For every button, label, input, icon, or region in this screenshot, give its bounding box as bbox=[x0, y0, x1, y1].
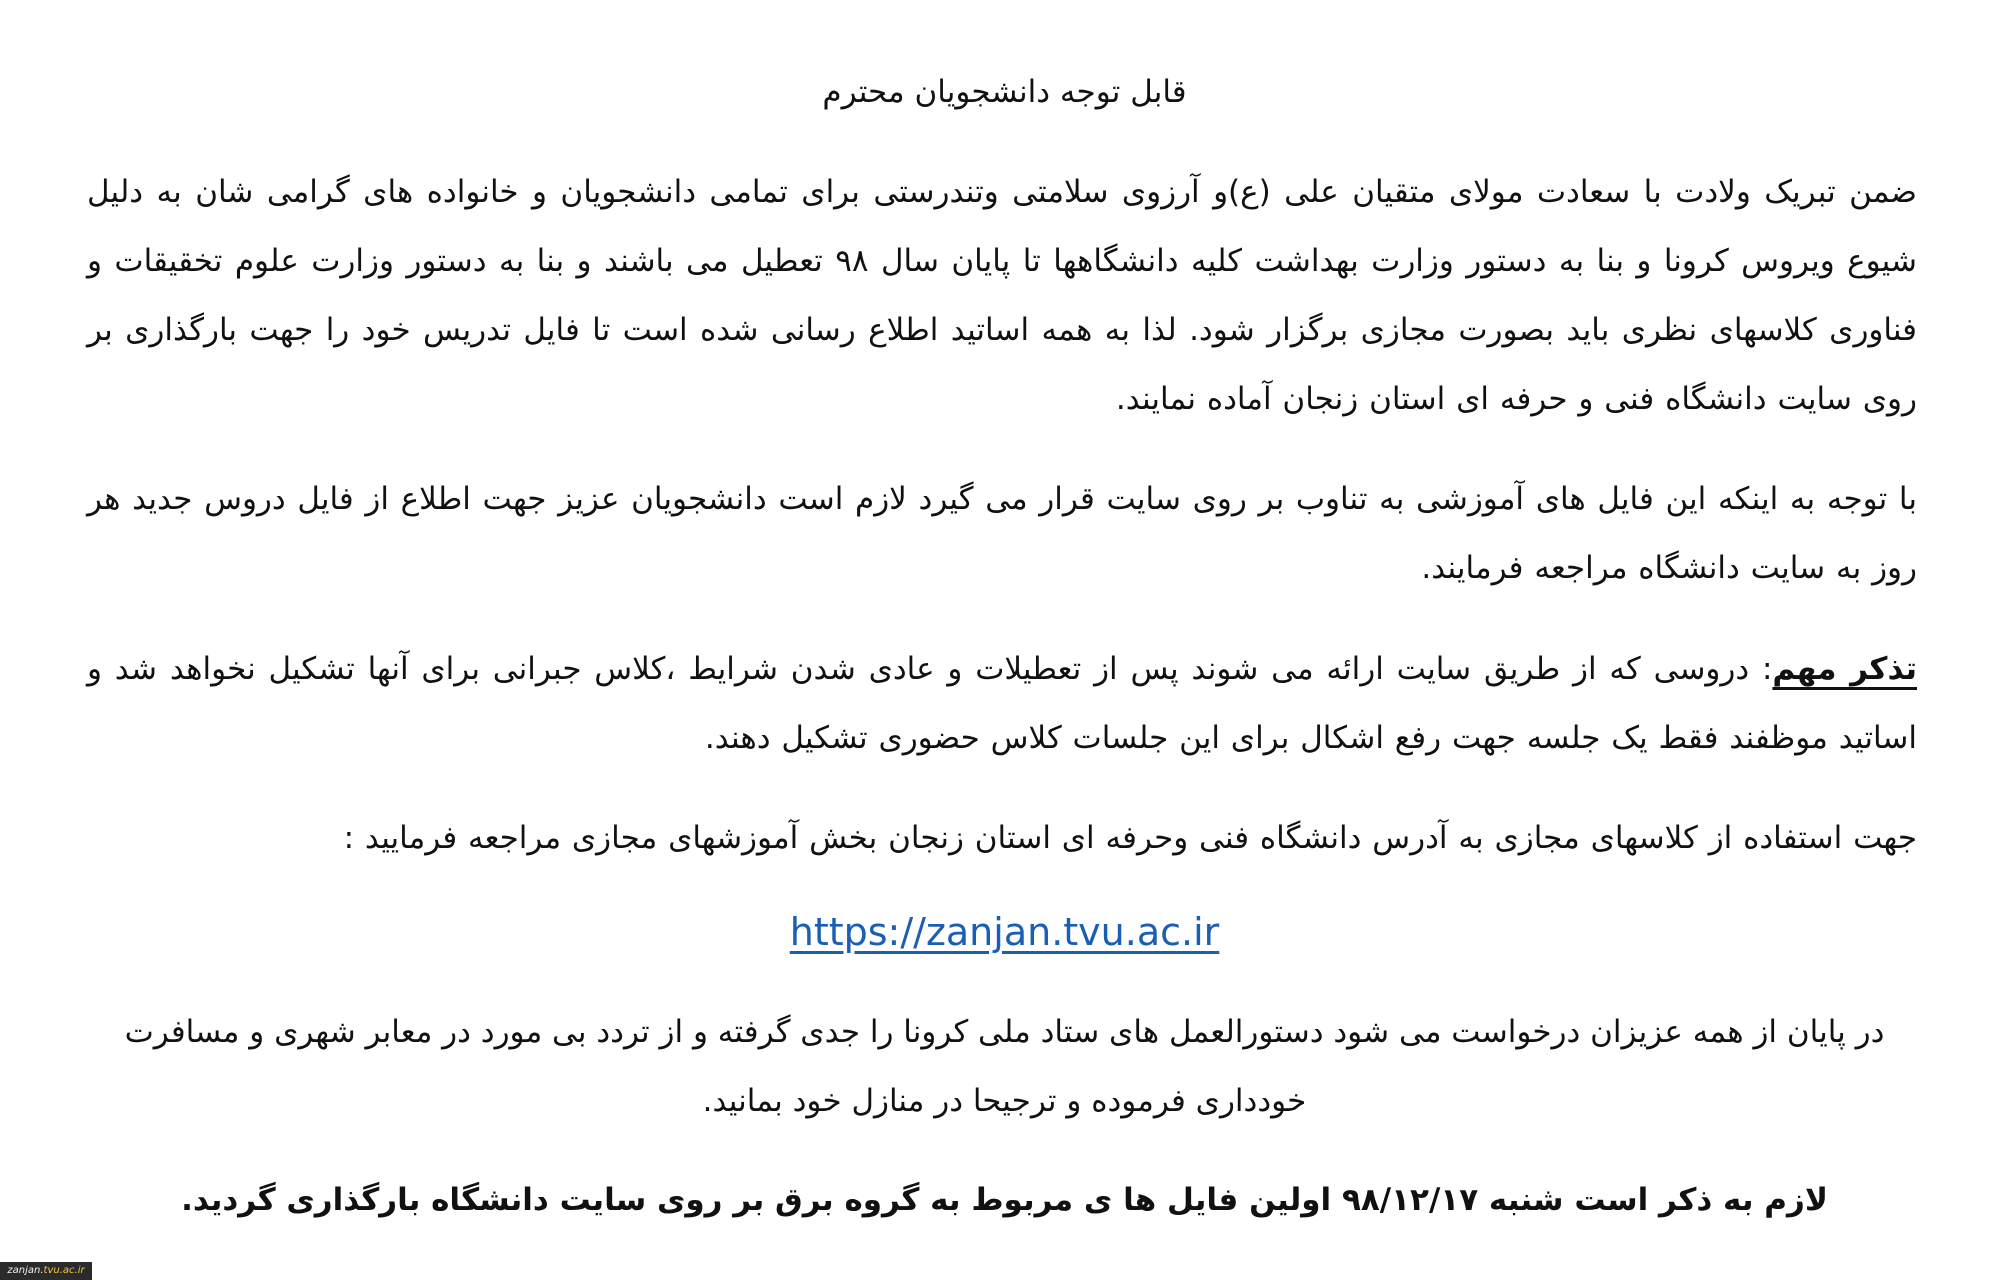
paragraph-virtual-classes: جهت استفاده از کلاسهای مجازی به آدرس دانشگاه فنی وحرفه ای استان زنجان بخش آموزشهای مجازی مراجعه فرمایید : bbox=[343, 820, 1917, 856]
watermark-name: zanjan. bbox=[7, 1265, 44, 1276]
important-note bbox=[87, 635, 1917, 773]
link-container bbox=[0, 902, 2009, 962]
site-watermark bbox=[0, 1262, 92, 1280]
paragraph-announcement: ضمن تبریک ولادت با سعادت مولای متقیان علی (ع)و آرزوی سلامتی وتندرستی برای تمامی دانشجویان و خانواده های گرامی شان به دلیل شیوع ویروس کرونا و بنا به دستور وزارت بهداشت کلیه دانشگاهها تا پایان سال ۹۸ تعطیل می باشند و بنا به دستور وزارت علوم تخقیقات و فناوری کلاسهای نظری باید بصورت مجازی برگزار شود. لذا به همه اساتید اطلاع رسانی شده است تا فایل تدریس خود را جهت بارگذاری بر روی سایت دانشگاه فنی و حرفه ای استان زنجان آماده نمایند. bbox=[87, 174, 1917, 417]
final-announcement: لازم به ذکر است شنبه ۹۸/۱۲/۱۷ اولین فایل ها ی مربوط به گروه برق بر روی سایت دانشگاه بارگذاری گردید. bbox=[181, 1182, 1828, 1218]
important-note-text: : دروسی که از طریق سایت ارائه می شوند پس از تعطیلات و عادی شدن شرایط ،کلاس جبرانی برای آنها تشکیل نخواهد شد و اساتید موظفند فقط یک جلسه جهت رفع اشکال برای این جلسات کلاس حضوری تشکیل دهند. bbox=[87, 651, 1917, 756]
university-website-link[interactable]: https://zanjan.tvu.ac.ir bbox=[789, 910, 1220, 954]
paragraph-daily-check: با توجه به اینکه این فایل های آموزشی به تناوب بر روی سایت قرار می گیرد لازم است دانشجویان عزیز جهت اطلاع از فایل دروس جدید هر روز به سایت دانشگاه مراجعه فرمایند. bbox=[87, 481, 1917, 586]
notice-title: قابل توجه دانشجویان محترم bbox=[822, 74, 1187, 110]
closing-paragraph bbox=[0, 998, 2009, 1136]
watermark-domain: tvu.ac.ir bbox=[43, 1265, 85, 1276]
closing-text: در پایان از همه عزیزان درخواست می شود دستورالعمل های ستاد ملی کرونا را جدی گرفته و از تردد بی مورد در معابر شهری و مسافرت خودداری فرموده و ترجیحا در منازل خود بمانید. bbox=[124, 1014, 1885, 1119]
important-note-label: تذکر مهم bbox=[1772, 651, 1917, 687]
